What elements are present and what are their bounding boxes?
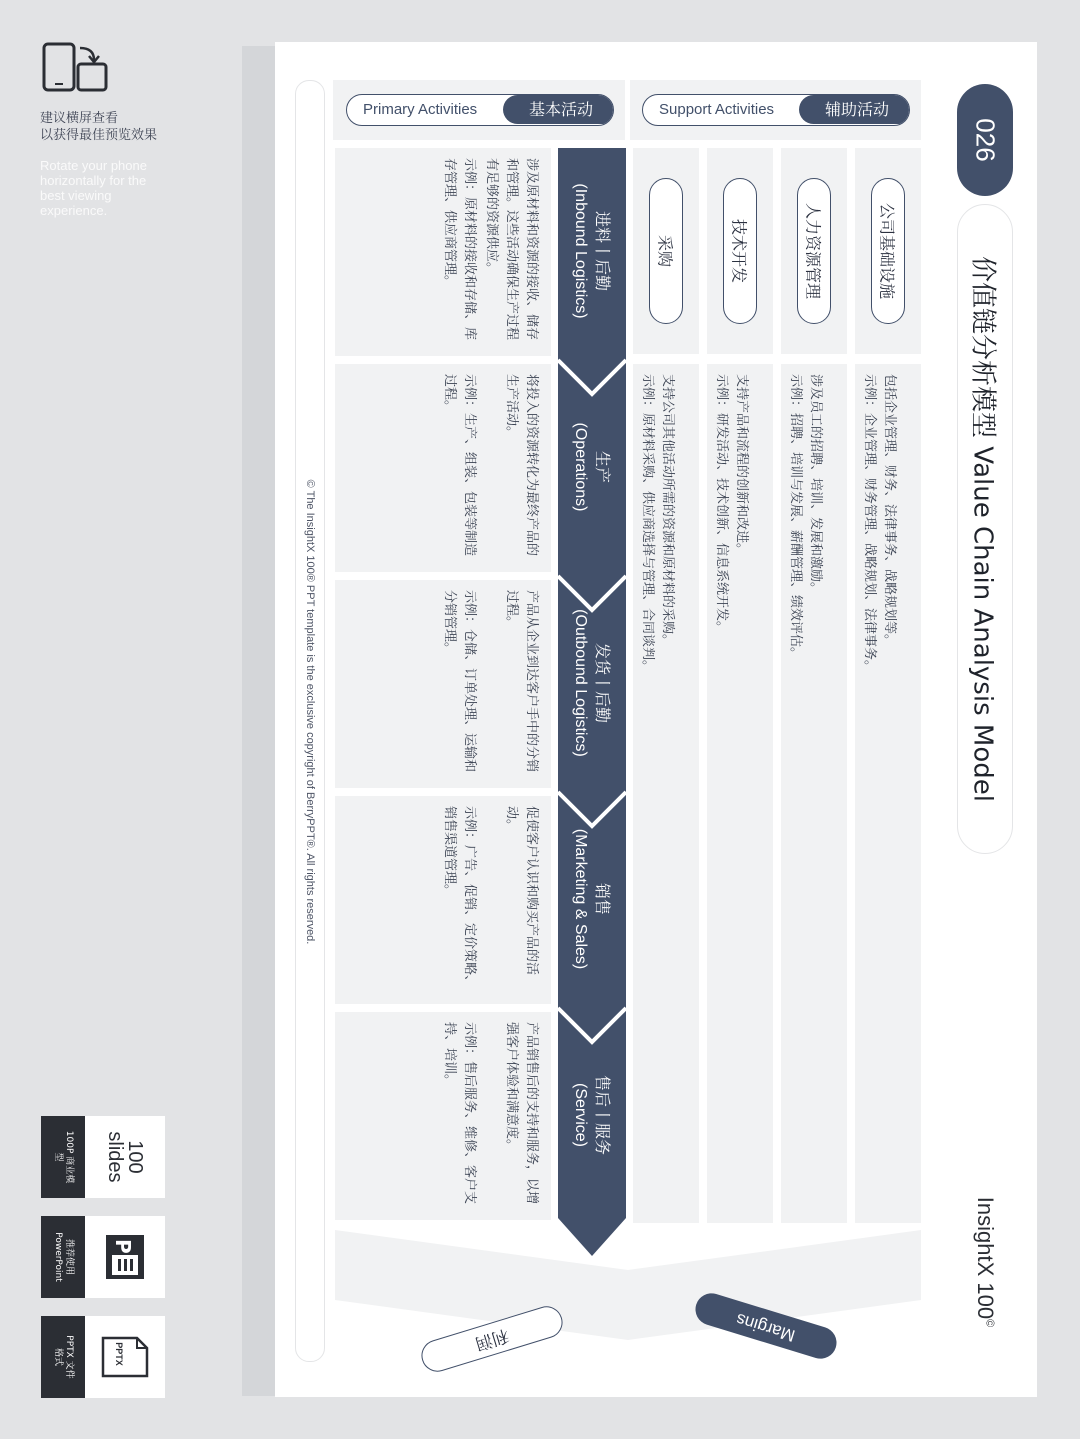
support-row-hr [781, 148, 847, 1223]
support-desc-text [707, 364, 773, 1223]
stage-desc-2: 产品从企业到达客户手中的分销过程。 [504, 590, 539, 773]
primary-activities-pill [346, 94, 614, 126]
badge-pptx [41, 1316, 165, 1398]
stage-desc-0: 涉及原材料和资源的接收、储存和管理。这些活动确保生产过程有足够的资源供应。 [484, 158, 539, 341]
stage-cn-3: 销售 [593, 882, 612, 915]
margins-cn: 利润 [472, 1324, 512, 1354]
brand-name [972, 1197, 998, 1327]
stage-en-3: (Marketing & Sales) [572, 828, 589, 970]
support-desc-line1: 涉及员工的招聘、培训、发展和激励。 [808, 374, 823, 596]
pptx-file-icon [101, 1336, 149, 1382]
badge-slides [41, 1116, 165, 1198]
hint-cn [40, 110, 157, 144]
primary-activities-cn: 基本活动 [503, 95, 613, 124]
support-desc-line2: 示例：企业管理、财务管理、战略规划、法律事务。 [862, 374, 877, 674]
support-label-pill [723, 178, 757, 324]
primary-box-bg [335, 580, 551, 788]
stage-en-0: (Inbound Logistics) [572, 183, 589, 319]
stage-cn-2: 发货丨后勤 [593, 642, 612, 723]
support-desc-line1: 支持公司其他活动所需的资源和原材料的采购。 [660, 374, 675, 648]
support-desc-line2: 示例：招聘、培训与发展、薪酬管理、绩效评估。 [788, 374, 803, 661]
support-label-pill [649, 178, 683, 324]
support-label-tech: 技术开发 [729, 218, 749, 284]
rotate-phone-icon [42, 42, 108, 98]
support-row-infrastructure [855, 148, 921, 1223]
support-row-tech [707, 148, 773, 1223]
slide-number: 026 [970, 118, 1001, 162]
hint-cn-line1: 建议横屏查看 [40, 111, 119, 126]
badge-pptx-band: PPTX 文件格式 [53, 1335, 74, 1379]
slide-page [275, 42, 1037, 1397]
badge-slides-main: 100 slides [104, 1131, 146, 1183]
primary-box-bg [335, 148, 551, 356]
stage-en-2: (Outbound Logistics) [572, 609, 589, 757]
primary-box-bg [335, 796, 551, 1004]
stage-en-1: (Operations) [572, 422, 589, 512]
primary-activities-en: Primary Activities [363, 101, 478, 118]
support-activities-en: Support Activities [659, 101, 775, 118]
badge-powerpoint [41, 1216, 165, 1298]
stage-example-3: 示例：广告、促销、定价策略、销售渠道管理。 [442, 806, 477, 989]
support-desc-line1: 包括企业管理、财务、法律事务、战略规划等。 [882, 374, 897, 648]
svg-text:P: P [111, 1239, 135, 1254]
stage-desc-4: 产品销售后的支持和服务，以增强客户体验和满意度。 [504, 1022, 539, 1205]
primary-box-bg [335, 364, 551, 572]
support-label-infrastructure: 公司基础设施 [877, 202, 897, 300]
stage-cn-1: 生产 [593, 450, 612, 483]
stage-cn-4: 售后丨服务 [593, 1074, 612, 1155]
badge-slides-band: 100P 商业模型 [53, 1130, 74, 1184]
primary-box-bg [335, 1012, 551, 1220]
stage-example-1: 示例：生产、组装、包装等制造过程。 [442, 374, 477, 557]
support-desc-line2: 示例：原材料采购、供应商选择与管理、合同谈判。 [640, 374, 655, 674]
support-desc-line2: 示例：研发活动、技术创新、信息系统开发。 [714, 374, 729, 635]
primary-boxes [335, 148, 551, 1223]
margins-en: Margins [733, 1309, 798, 1346]
hint-cn-line2: 以获得最佳预览效果 [40, 128, 158, 143]
stage-example-2: 示例：仓储、订单处理、运输和分销管理。 [442, 590, 477, 773]
brand-block [965, 1182, 1005, 1342]
stage-example-0: 示例：原材料的接收和存储、库存管理、供应商管理。 [442, 158, 477, 341]
powerpoint-icon [101, 1234, 149, 1284]
slide-title-pill [957, 204, 1013, 854]
support-label-hr: 人力资源管理 [803, 202, 823, 300]
support-desc-text [855, 364, 921, 1223]
badge-powerpoint-band: 推荐使用 PowerPoint [53, 1232, 74, 1282]
stage-example-4: 示例：售后服务、维修、客户支持、培训。 [442, 1022, 477, 1205]
support-activities-cn: 辅助活动 [799, 95, 909, 124]
copyright: © The InsightX 100® PPT template is the exclusive copyright of BerryPPT®. All rights reserved. [304, 479, 316, 945]
slide-title: 价值链分析模型 Value Chain Analysis Model [967, 256, 998, 802]
support-activities-pill [642, 94, 910, 126]
brand-mark: © [983, 1319, 996, 1328]
copyright-wrap [293, 442, 327, 982]
support-desc-text [781, 364, 847, 1223]
support-label-pill [797, 178, 831, 324]
brand-text: InsightX 100 [973, 1196, 998, 1320]
support-row-procurement [633, 148, 699, 1223]
hint-en: Rotate your phone horizontally for the best viewing experience. [40, 158, 147, 218]
support-desc-line1: 支持产品和流程的创新和改进。 [734, 374, 749, 557]
stage-desc-3: 促使客户认识和购买产品的活动。 [504, 806, 539, 976]
chevron-arrow [558, 148, 626, 1258]
stage-cn-0: 进料丨后勤 [593, 210, 612, 291]
support-label-pill [871, 178, 905, 324]
support-label-procurement: 采购 [655, 234, 675, 268]
stage-en-4: (Service) [572, 1082, 589, 1147]
pptx-file-label: PPTX [113, 1342, 124, 1366]
slide-number-pill [957, 84, 1013, 196]
support-desc-text [633, 364, 699, 1223]
stage-desc-1: 将投入的资源转化为最终产品的生产活动。 [504, 374, 539, 557]
primary-chevron-column [558, 148, 626, 1258]
